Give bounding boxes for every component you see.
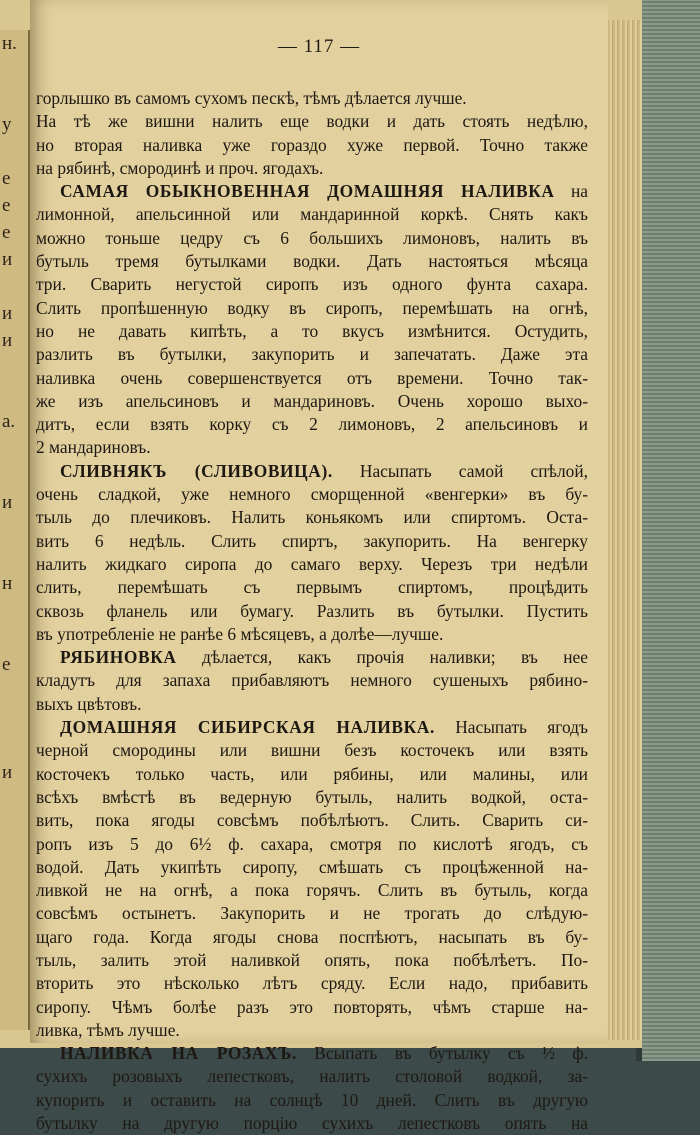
text-run: тыль до плечиковъ. Налить коньякомъ или спиртомъ. Оста- — [36, 507, 588, 528]
previous-page-fragment — [0, 840, 28, 867]
text-run: три. Сварить негустой сиропъ изъ одного фунта сахара. — [36, 274, 588, 295]
text-run: кладутъ для запаха прибавляютъ немного сушеныхъ рябино- — [36, 670, 588, 691]
previous-page-fragment: е — [2, 654, 11, 675]
previous-page-fragment — [0, 813, 28, 840]
previous-page-fragment — [0, 705, 28, 732]
text-line — [36, 436, 588, 459]
text-line — [36, 483, 588, 506]
text-run: сквозь фланель или бумагу. Разлить въ бутылки. Пустить — [36, 600, 588, 621]
text-run: 2 мандариновъ. — [36, 437, 151, 458]
text-run: бутылку на другую порцію сухихъ лепестковъ опять на — [36, 1113, 588, 1134]
text-run: черной смородины или вишни безъ косточекъ или взять — [36, 740, 588, 761]
previous-page-fragment — [0, 381, 28, 408]
text-run: сиропу. Чѣмъ болѣе разъ это повторять, чѣмъ старше на- — [36, 996, 588, 1017]
text-run: горлышко въ самомъ сухомъ пескѣ, тѣмъ дѣлается лучше. — [36, 88, 467, 108]
text-run: можно тоньше цедру съ 6 большихъ лимоновъ, налить въ — [36, 227, 588, 248]
text-line — [36, 902, 588, 925]
text-run: но вторая наливка уже гораздо хуже первой. Точно также — [36, 134, 588, 155]
recipe-heading: ДОМАШНЯЯ СИБИРСКАЯ НАЛИВКА. — [60, 717, 435, 738]
text-line — [36, 343, 588, 366]
text-line — [36, 227, 588, 250]
previous-page-fragment — [0, 543, 28, 570]
previous-page-fragment — [0, 894, 28, 921]
text-run: налить жидкаго сиропа до самаго верху. Черезъ три недѣли — [36, 553, 588, 574]
text-line — [36, 1112, 588, 1135]
previous-page-fragment — [0, 678, 28, 705]
text-run: совсѣмъ остынетъ. Закупорить и не трогать до слѣдую- — [36, 903, 588, 924]
text-line — [36, 879, 588, 902]
text-line — [36, 739, 588, 762]
previous-page-fragment — [0, 462, 28, 489]
text-line — [36, 1019, 588, 1042]
text-run: дитъ, если взять корку съ 2 лимоновъ, 2 апельсиновъ и — [36, 414, 588, 435]
book-page — [30, 0, 608, 1134]
text-line — [36, 553, 588, 576]
previous-page-fragment: а. — [2, 411, 16, 432]
text-run: косточекъ только часть, или рябины, или малины, или — [36, 763, 588, 784]
text-line — [36, 576, 588, 599]
page-number: — 117 — — [277, 36, 361, 57]
text-run: Слить пропѣшенную водку въ сиропъ, перемѣшать на огнѣ, — [36, 297, 588, 318]
page-text — [36, 87, 588, 1135]
text-line — [36, 180, 588, 203]
text-run: водой. Дать укипѣть сиропу, смѣшать съ процѣженной на- — [36, 856, 588, 877]
previous-page-edge — [0, 30, 30, 1030]
text-run: На тѣ же вишни налить еще водки и дать стоять недѣлю, — [36, 111, 588, 132]
text-run: лимонной, апельсинной или мандаринной коркѣ. Снять какъ — [36, 204, 588, 225]
text-line — [36, 203, 588, 226]
previous-page-fragment: н — [2, 573, 13, 594]
text-line — [36, 530, 588, 553]
text-run: на рябинѣ, смородинѣ и проч. ягодахъ. — [36, 157, 324, 178]
text-line — [36, 367, 588, 390]
previous-page-fragment: и — [2, 303, 13, 324]
text-line — [36, 669, 588, 692]
previous-page-fragment — [0, 1029, 28, 1030]
text-line — [36, 1065, 588, 1088]
text-line — [36, 413, 588, 436]
text-run: дѣлается, какъ прочія наливки; въ нее — [176, 647, 588, 668]
previous-page-fragment: е — [2, 195, 11, 216]
previous-page-fragment — [0, 354, 28, 381]
previous-page-fragment: е — [2, 222, 11, 243]
previous-page-fragment — [0, 435, 28, 462]
text-run: ропъ изъ 5 до 6½ ф. сахара, смотря по кислотѣ ягодъ, съ — [36, 833, 588, 854]
previous-page-fragment — [0, 921, 28, 948]
text-run: слить, перемѣшать съ первымъ спиртомъ, процѣдить — [36, 577, 588, 598]
previous-page-fragment — [0, 948, 28, 975]
text-run: наливка очень совершенствуется отъ времени. Точно так- — [36, 367, 588, 388]
text-line — [36, 1089, 588, 1112]
previous-page-fragment — [0, 138, 28, 165]
recipe-heading: СЛИВНЯКЪ (СЛИВОВИЦА). — [60, 460, 333, 481]
previous-page-fragment — [0, 732, 28, 759]
text-run: очень сладкой, уже немного сморщенной «венгерки» въ бу- — [36, 484, 588, 505]
text-run: вить 6 недѣль. Слить спиртъ, закупорить. На венгерку — [36, 530, 588, 551]
previous-page-fragment — [0, 867, 28, 894]
text-line — [36, 623, 588, 646]
text-line — [36, 506, 588, 529]
text-run: купорить и оставить на солнцѣ 10 дней. Слить въ другую — [36, 1089, 588, 1110]
text-line — [36, 972, 588, 995]
text-line — [36, 786, 588, 809]
previous-page-fragment — [0, 516, 28, 543]
text-run: ливка, тѣмъ лучше. — [36, 1019, 180, 1040]
previous-page-fragment — [0, 786, 28, 813]
text-run: щаго года. Когда ягоды снова поспѣютъ, насыпать въ бу- — [36, 926, 588, 947]
previous-page-fragment: и — [2, 492, 13, 513]
text-line — [36, 250, 588, 273]
text-line — [36, 716, 588, 739]
previous-page-fragment: у — [2, 114, 12, 135]
text-run: Насыпать ягодъ — [434, 717, 588, 738]
text-run: разлить въ бутылки, закупорить и запечатать. Даже эта — [36, 344, 588, 365]
previous-page-fragment: е — [2, 168, 11, 189]
text-line — [36, 856, 588, 879]
text-line — [36, 157, 588, 180]
text-run: Всыпать въ бутылку съ ½ ф. — [296, 1043, 588, 1064]
text-line — [36, 763, 588, 786]
text-line — [36, 297, 588, 320]
text-run: въ употребленіе не ранѣе 6 мѣсяцевъ, а долѣе—лучше. — [36, 623, 444, 644]
previous-page-fragment — [0, 273, 28, 300]
text-run: но не давать кипѣть, а то вкусъ измѣнится. Остудить, — [36, 320, 588, 341]
text-line — [36, 809, 588, 832]
text-line — [36, 87, 588, 110]
text-run: же изъ апельсиновъ и мандариновъ. Очень хорошо выхо- — [36, 390, 588, 411]
text-line — [36, 996, 588, 1019]
text-run: вить, пока ягоды совсѣмъ побѣлѣютъ. Слить. Сварить си- — [36, 810, 588, 831]
text-line — [36, 390, 588, 413]
text-line — [36, 646, 588, 669]
text-line — [36, 600, 588, 623]
previous-page-fragment — [0, 975, 28, 1002]
text-run: бутыль тремя бутылками водки. Дать настояться мѣсяца — [36, 251, 588, 272]
text-line — [36, 320, 588, 343]
text-line — [36, 460, 588, 483]
text-line — [36, 926, 588, 949]
text-line — [36, 1042, 588, 1065]
previous-page-fragment: н. — [2, 33, 17, 54]
text-line — [36, 273, 588, 296]
text-run: ливкой не на огнѣ, а пока горячъ. Слить въ бутыль, когда — [36, 880, 588, 901]
text-run: сухихъ розовыхъ лепестковъ, налить столовой водкой, за- — [36, 1066, 588, 1087]
previous-page-fragment — [0, 57, 28, 84]
text-run: выхъ цвѣтовъ. — [36, 693, 142, 714]
recipe-heading: САМАЯ ОБЫКНОВЕННАЯ ДОМАШНЯЯ НАЛИВКА — [60, 181, 555, 202]
previous-page-fragment — [0, 624, 28, 651]
text-line — [36, 110, 588, 133]
text-run: на — [554, 181, 588, 202]
previous-page-fragment: и — [2, 762, 13, 783]
text-line — [36, 134, 588, 157]
previous-page-fragment — [0, 84, 28, 111]
text-run: всѣхъ вмѣстѣ въ ведерную бутыль, налить водкой, оста- — [36, 786, 588, 807]
text-line — [36, 949, 588, 972]
recipe-heading: РЯБИНОВКА — [60, 647, 177, 668]
previous-page-fragment — [0, 1002, 28, 1029]
previous-page-fragment: и — [2, 330, 13, 351]
book-cover-cloth — [638, 0, 700, 1061]
previous-page-fragment: и — [2, 249, 13, 270]
page-block-edges — [608, 20, 642, 1040]
text-run: вторить это нѣсколько лѣтъ сряду. Если надо, прибавить — [36, 973, 588, 994]
text-run: Насыпать самой спѣлой, — [332, 460, 588, 481]
previous-page-fragment — [0, 597, 28, 624]
text-line — [36, 833, 588, 856]
text-run: тыль, залить этой наливкой опять, пока побѣлѣетъ. По- — [36, 949, 588, 970]
recipe-heading: НАЛИВКА НА РОЗАХЪ. — [60, 1043, 297, 1064]
text-line — [36, 693, 588, 716]
